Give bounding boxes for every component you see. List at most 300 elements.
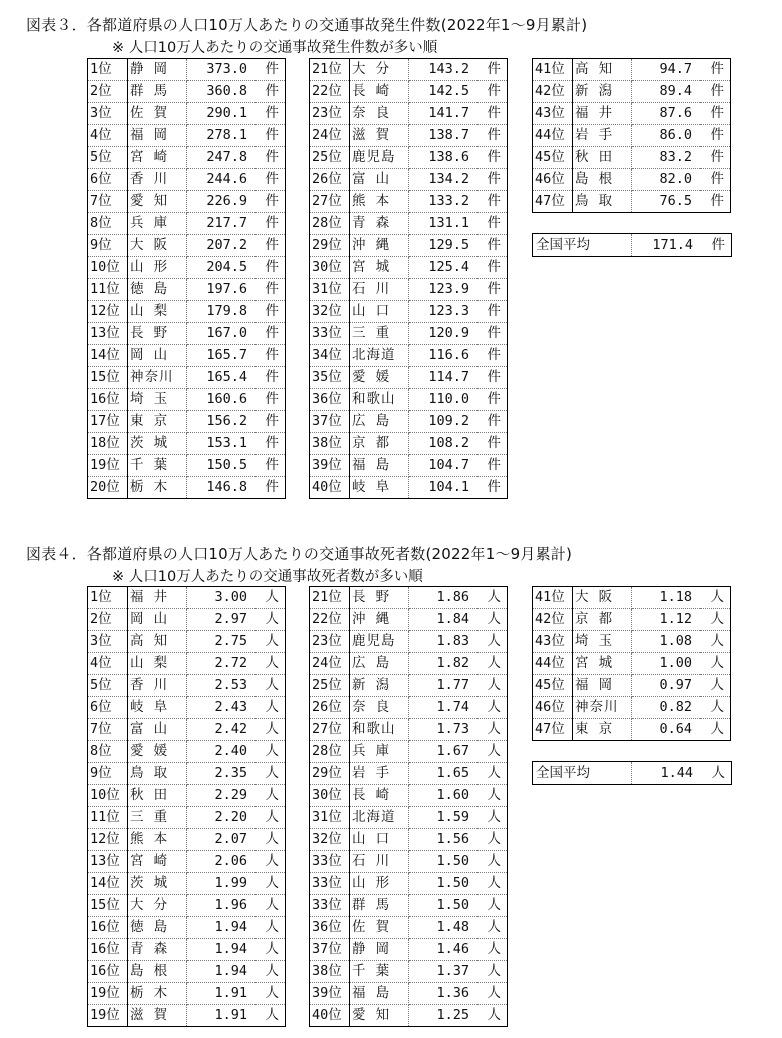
table-row bbox=[533, 125, 731, 147]
unit-cell: 件 bbox=[477, 81, 508, 103]
figure-4-national-average bbox=[532, 761, 732, 785]
table-row bbox=[88, 895, 286, 917]
table-row bbox=[88, 477, 286, 499]
prefecture-cell: 山 形 bbox=[350, 873, 409, 895]
rank-cell: 44位 bbox=[533, 125, 573, 147]
rank-cell: 22位 bbox=[310, 81, 350, 103]
value-cell: 1.50 bbox=[409, 873, 478, 895]
table-row bbox=[88, 323, 286, 345]
value-cell: 165.7 bbox=[187, 345, 256, 367]
unit-cell: 件 bbox=[255, 411, 286, 433]
value-cell: 1.60 bbox=[409, 785, 478, 807]
unit-cell: 人 bbox=[700, 609, 731, 631]
table-row bbox=[310, 433, 508, 455]
value-cell: 1.48 bbox=[409, 917, 478, 939]
unit-cell: 人 bbox=[477, 917, 508, 939]
prefecture-cell: 島 根 bbox=[128, 961, 187, 983]
rank-cell: 47位 bbox=[533, 191, 573, 213]
unit-cell: 人 bbox=[477, 697, 508, 719]
unit-cell: 人 bbox=[255, 653, 286, 675]
unit-cell: 件 bbox=[255, 345, 286, 367]
value-cell: 167.0 bbox=[187, 323, 256, 345]
table-row bbox=[310, 345, 508, 367]
table-row bbox=[310, 895, 508, 917]
value-cell: 1.83 bbox=[409, 631, 478, 653]
prefecture-cell: 秋 田 bbox=[573, 147, 632, 169]
unit-cell: 件 bbox=[477, 125, 508, 147]
unit-cell: 人 bbox=[477, 763, 508, 785]
prefecture-cell: 山 梨 bbox=[128, 301, 187, 323]
table-row bbox=[88, 301, 286, 323]
table-row bbox=[310, 675, 508, 697]
value-cell: 94.7 bbox=[632, 59, 701, 81]
table-row bbox=[310, 411, 508, 433]
value-cell: 83.2 bbox=[632, 147, 701, 169]
table-row bbox=[88, 609, 286, 631]
value-cell: 360.8 bbox=[187, 81, 256, 103]
rank-cell: 4位 bbox=[88, 125, 128, 147]
unit-cell: 人 bbox=[255, 785, 286, 807]
table-row bbox=[88, 587, 286, 609]
table-row bbox=[533, 631, 731, 653]
unit-cell: 人 bbox=[477, 873, 508, 895]
unit-cell: 件 bbox=[255, 301, 286, 323]
unit-cell: 件 bbox=[700, 103, 731, 125]
rank-cell: 33位 bbox=[310, 873, 350, 895]
value-cell: 165.4 bbox=[187, 367, 256, 389]
table-row bbox=[310, 917, 508, 939]
rank-cell: 37位 bbox=[310, 411, 350, 433]
rank-cell: 30位 bbox=[310, 257, 350, 279]
value-cell: 153.1 bbox=[187, 433, 256, 455]
rank-cell: 46位 bbox=[533, 169, 573, 191]
table-row bbox=[88, 169, 286, 191]
unit-cell: 件 bbox=[700, 59, 731, 81]
unit-cell: 人 bbox=[255, 763, 286, 785]
unit-cell: 件 bbox=[255, 81, 286, 103]
rank-cell: 19位 bbox=[88, 983, 128, 1005]
prefecture-cell: 香 川 bbox=[128, 169, 187, 191]
prefecture-cell: 山 口 bbox=[350, 301, 409, 323]
unit-cell: 人 bbox=[477, 807, 508, 829]
prefecture-cell: 東 京 bbox=[128, 411, 187, 433]
table-row bbox=[310, 169, 508, 191]
prefecture-cell: 佐 賀 bbox=[128, 103, 187, 125]
value-cell: 125.4 bbox=[409, 257, 478, 279]
rank-cell: 3位 bbox=[88, 631, 128, 653]
unit-cell: 人 bbox=[477, 939, 508, 961]
table-row bbox=[310, 1005, 508, 1027]
prefecture-cell: 三 重 bbox=[128, 807, 187, 829]
value-cell: 1.67 bbox=[409, 741, 478, 763]
table-row bbox=[310, 213, 508, 235]
value-cell: 1.96 bbox=[187, 895, 256, 917]
prefecture-cell: 沖 縄 bbox=[350, 609, 409, 631]
table-row bbox=[310, 191, 508, 213]
table-row bbox=[88, 103, 286, 125]
rank-cell: 32位 bbox=[310, 301, 350, 323]
table-row bbox=[88, 389, 286, 411]
figure-3-national-average bbox=[532, 233, 732, 257]
table-row bbox=[310, 455, 508, 477]
rank-cell: 18位 bbox=[88, 433, 128, 455]
table-row bbox=[310, 301, 508, 323]
prefecture-cell: 東 京 bbox=[573, 719, 632, 741]
prefecture-cell: 福 井 bbox=[573, 103, 632, 125]
value-cell: 133.2 bbox=[409, 191, 478, 213]
average-label: 全国平均 bbox=[533, 234, 632, 257]
rank-cell: 23位 bbox=[310, 103, 350, 125]
table-row bbox=[88, 81, 286, 103]
table-row bbox=[310, 235, 508, 257]
value-cell: 1.94 bbox=[187, 961, 256, 983]
rank-cell: 40位 bbox=[310, 477, 350, 499]
prefecture-cell: 奈 良 bbox=[350, 103, 409, 125]
table-row bbox=[88, 235, 286, 257]
unit-cell: 件 bbox=[255, 433, 286, 455]
value-cell: 1.73 bbox=[409, 719, 478, 741]
table-row bbox=[88, 873, 286, 895]
unit-cell: 人 bbox=[700, 653, 731, 675]
unit-cell: 件 bbox=[700, 125, 731, 147]
prefecture-cell: 秋 田 bbox=[128, 785, 187, 807]
table-row bbox=[533, 81, 731, 103]
rank-cell: 10位 bbox=[88, 785, 128, 807]
unit-cell: 人 bbox=[477, 653, 508, 675]
prefecture-cell: 千 葉 bbox=[128, 455, 187, 477]
table-row bbox=[533, 587, 731, 609]
unit-cell: 件 bbox=[700, 169, 731, 191]
unit-cell: 件 bbox=[477, 389, 508, 411]
prefecture-cell: 福 井 bbox=[128, 587, 187, 609]
rank-cell: 11位 bbox=[88, 807, 128, 829]
value-cell: 156.2 bbox=[187, 411, 256, 433]
table-row bbox=[88, 851, 286, 873]
unit-cell: 件 bbox=[255, 389, 286, 411]
value-cell: 129.5 bbox=[409, 235, 478, 257]
unit-cell: 件 bbox=[255, 279, 286, 301]
unit-cell: 人 bbox=[477, 587, 508, 609]
prefecture-cell: 兵 庫 bbox=[350, 741, 409, 763]
value-cell: 1.25 bbox=[409, 1005, 478, 1027]
prefecture-cell: 熊 本 bbox=[350, 191, 409, 213]
rank-cell: 14位 bbox=[88, 873, 128, 895]
prefecture-cell: 和歌山 bbox=[350, 389, 409, 411]
unit-cell: 人 bbox=[477, 895, 508, 917]
rank-cell: 35位 bbox=[310, 367, 350, 389]
table-row bbox=[88, 763, 286, 785]
prefecture-cell: 岡 山 bbox=[128, 345, 187, 367]
rank-cell: 8位 bbox=[88, 213, 128, 235]
rank-cell: 32位 bbox=[310, 829, 350, 851]
rank-cell: 39位 bbox=[310, 455, 350, 477]
average-unit: 件 bbox=[701, 234, 732, 257]
prefecture-cell: 長 崎 bbox=[350, 81, 409, 103]
table-row bbox=[88, 433, 286, 455]
unit-cell: 件 bbox=[477, 301, 508, 323]
prefecture-cell: 滋 賀 bbox=[128, 1005, 187, 1027]
rank-cell: 26位 bbox=[310, 697, 350, 719]
unit-cell: 件 bbox=[477, 279, 508, 301]
table-row bbox=[310, 323, 508, 345]
table-row bbox=[310, 103, 508, 125]
rank-cell: 36位 bbox=[310, 917, 350, 939]
value-cell: 1.50 bbox=[409, 895, 478, 917]
rank-cell: 20位 bbox=[88, 477, 128, 499]
table-row bbox=[88, 939, 286, 961]
prefecture-cell: 鹿児島 bbox=[350, 631, 409, 653]
figure-4-note: ※ 人口10万人あたりの交通事故死者数が多い順 bbox=[112, 569, 423, 585]
unit-cell: 人 bbox=[700, 631, 731, 653]
table-row bbox=[310, 477, 508, 499]
value-cell: 123.3 bbox=[409, 301, 478, 323]
prefecture-cell: 新 潟 bbox=[573, 81, 632, 103]
value-cell: 108.2 bbox=[409, 433, 478, 455]
unit-cell: 件 bbox=[477, 147, 508, 169]
prefecture-cell: 鳥 取 bbox=[128, 763, 187, 785]
prefecture-cell: 三 重 bbox=[350, 323, 409, 345]
prefecture-cell: 宮 崎 bbox=[128, 851, 187, 873]
rank-cell: 15位 bbox=[88, 367, 128, 389]
value-cell: 123.9 bbox=[409, 279, 478, 301]
table-row bbox=[310, 609, 508, 631]
rank-cell: 9位 bbox=[88, 763, 128, 785]
value-cell: 1.99 bbox=[187, 873, 256, 895]
prefecture-cell: 岐 阜 bbox=[128, 697, 187, 719]
value-cell: 1.86 bbox=[409, 587, 478, 609]
value-cell: 2.97 bbox=[187, 609, 256, 631]
rank-cell: 39位 bbox=[310, 983, 350, 1005]
rank-cell: 47位 bbox=[533, 719, 573, 741]
unit-cell: 人 bbox=[700, 719, 731, 741]
table-row bbox=[310, 125, 508, 147]
prefecture-cell: 富 山 bbox=[128, 719, 187, 741]
rank-cell: 31位 bbox=[310, 807, 350, 829]
unit-cell: 件 bbox=[477, 59, 508, 81]
value-cell: 141.7 bbox=[409, 103, 478, 125]
average-unit: 人 bbox=[701, 762, 732, 785]
table-row bbox=[88, 719, 286, 741]
prefecture-cell: 鳥 取 bbox=[573, 191, 632, 213]
value-cell: 1.91 bbox=[187, 983, 256, 1005]
rank-cell: 10位 bbox=[88, 257, 128, 279]
value-cell: 2.43 bbox=[187, 697, 256, 719]
prefecture-cell: 愛 知 bbox=[350, 1005, 409, 1027]
rank-cell: 21位 bbox=[310, 59, 350, 81]
prefecture-cell: 大 阪 bbox=[128, 235, 187, 257]
value-cell: 0.64 bbox=[632, 719, 701, 741]
table-row bbox=[533, 697, 731, 719]
rank-cell: 16位 bbox=[88, 939, 128, 961]
value-cell: 1.08 bbox=[632, 631, 701, 653]
table-row bbox=[310, 257, 508, 279]
rank-cell: 41位 bbox=[533, 587, 573, 609]
prefecture-cell: 福 島 bbox=[350, 455, 409, 477]
unit-cell: 人 bbox=[255, 939, 286, 961]
rank-cell: 9位 bbox=[88, 235, 128, 257]
value-cell: 1.94 bbox=[187, 917, 256, 939]
unit-cell: 件 bbox=[477, 345, 508, 367]
rank-cell: 22位 bbox=[310, 609, 350, 631]
value-cell: 104.7 bbox=[409, 455, 478, 477]
table-row bbox=[310, 961, 508, 983]
value-cell: 1.56 bbox=[409, 829, 478, 851]
value-cell: 1.91 bbox=[187, 1005, 256, 1027]
rank-cell: 3位 bbox=[88, 103, 128, 125]
value-cell: 2.72 bbox=[187, 653, 256, 675]
rank-cell: 11位 bbox=[88, 279, 128, 301]
rank-cell: 15位 bbox=[88, 895, 128, 917]
value-cell: 87.6 bbox=[632, 103, 701, 125]
prefecture-cell: 滋 賀 bbox=[350, 125, 409, 147]
prefecture-cell: 和歌山 bbox=[350, 719, 409, 741]
rank-cell: 33位 bbox=[310, 895, 350, 917]
unit-cell: 人 bbox=[255, 917, 286, 939]
prefecture-cell: 高 知 bbox=[573, 59, 632, 81]
unit-cell: 件 bbox=[255, 455, 286, 477]
unit-cell: 人 bbox=[255, 961, 286, 983]
unit-cell: 人 bbox=[255, 873, 286, 895]
unit-cell: 人 bbox=[477, 609, 508, 631]
value-cell: 160.6 bbox=[187, 389, 256, 411]
value-cell: 143.2 bbox=[409, 59, 478, 81]
value-cell: 116.6 bbox=[409, 345, 478, 367]
prefecture-cell: 北海道 bbox=[350, 807, 409, 829]
rank-cell: 28位 bbox=[310, 213, 350, 235]
unit-cell: 件 bbox=[255, 477, 286, 499]
value-cell: 2.42 bbox=[187, 719, 256, 741]
prefecture-cell: 岡 山 bbox=[128, 609, 187, 631]
value-cell: 120.9 bbox=[409, 323, 478, 345]
prefecture-cell: 群 馬 bbox=[128, 81, 187, 103]
prefecture-cell: 大 分 bbox=[128, 895, 187, 917]
value-cell: 207.2 bbox=[187, 235, 256, 257]
table-row bbox=[88, 257, 286, 279]
unit-cell: 件 bbox=[477, 367, 508, 389]
unit-cell: 件 bbox=[255, 147, 286, 169]
table-row bbox=[310, 653, 508, 675]
prefecture-cell: 高 知 bbox=[128, 631, 187, 653]
rank-cell: 42位 bbox=[533, 609, 573, 631]
average-label: 全国平均 bbox=[533, 762, 632, 785]
rank-cell: 13位 bbox=[88, 323, 128, 345]
rank-cell: 13位 bbox=[88, 851, 128, 873]
value-cell: 1.94 bbox=[187, 939, 256, 961]
prefecture-cell: 静 岡 bbox=[128, 59, 187, 81]
figure-4-title: 図表４．各都道府県の人口10万人あたりの交通事故死者数(2022年1～9月累計) bbox=[26, 545, 573, 563]
unit-cell: 人 bbox=[477, 719, 508, 741]
table-row bbox=[88, 983, 286, 1005]
value-cell: 1.65 bbox=[409, 763, 478, 785]
value-cell: 114.7 bbox=[409, 367, 478, 389]
value-cell: 131.1 bbox=[409, 213, 478, 235]
rank-cell: 5位 bbox=[88, 675, 128, 697]
value-cell: 1.37 bbox=[409, 961, 478, 983]
rank-cell: 2位 bbox=[88, 609, 128, 631]
prefecture-cell: 静 岡 bbox=[350, 939, 409, 961]
rank-cell: 33位 bbox=[310, 323, 350, 345]
table-row bbox=[310, 697, 508, 719]
prefecture-cell: 広 島 bbox=[350, 653, 409, 675]
table-row bbox=[533, 147, 731, 169]
value-cell: 1.50 bbox=[409, 851, 478, 873]
unit-cell: 件 bbox=[477, 235, 508, 257]
table-row bbox=[310, 763, 508, 785]
prefecture-cell: 岐 阜 bbox=[350, 477, 409, 499]
prefecture-cell: 新 潟 bbox=[350, 675, 409, 697]
value-cell: 226.9 bbox=[187, 191, 256, 213]
value-cell: 104.1 bbox=[409, 477, 478, 499]
value-cell: 2.53 bbox=[187, 675, 256, 697]
value-cell: 2.29 bbox=[187, 785, 256, 807]
prefecture-cell: 京 都 bbox=[350, 433, 409, 455]
unit-cell: 人 bbox=[700, 675, 731, 697]
value-cell: 2.75 bbox=[187, 631, 256, 653]
table-row bbox=[88, 1005, 286, 1027]
prefecture-cell: 宮 城 bbox=[350, 257, 409, 279]
unit-cell: 件 bbox=[477, 477, 508, 499]
average-value: 171.4 bbox=[632, 234, 702, 257]
table-row bbox=[88, 411, 286, 433]
prefecture-cell: 岩 手 bbox=[573, 125, 632, 147]
prefecture-cell: 愛 知 bbox=[128, 191, 187, 213]
rank-cell: 40位 bbox=[310, 1005, 350, 1027]
rank-cell: 16位 bbox=[88, 917, 128, 939]
rank-cell: 25位 bbox=[310, 675, 350, 697]
prefecture-cell: 愛 媛 bbox=[350, 367, 409, 389]
figure-3-title: 図表３．各都道府県の人口10万人あたりの交通事故発生件数(2022年1～9月累計) bbox=[26, 16, 588, 34]
rank-cell: 31位 bbox=[310, 279, 350, 301]
unit-cell: 件 bbox=[477, 433, 508, 455]
prefecture-cell: 宮 城 bbox=[573, 653, 632, 675]
table-row bbox=[310, 631, 508, 653]
unit-cell: 件 bbox=[255, 191, 286, 213]
prefecture-cell: 山 梨 bbox=[128, 653, 187, 675]
prefecture-cell: 佐 賀 bbox=[350, 917, 409, 939]
rank-cell: 5位 bbox=[88, 147, 128, 169]
value-cell: 2.07 bbox=[187, 829, 256, 851]
unit-cell: 件 bbox=[700, 81, 731, 103]
table-row bbox=[88, 455, 286, 477]
unit-cell: 人 bbox=[255, 609, 286, 631]
value-cell: 109.2 bbox=[409, 411, 478, 433]
prefecture-cell: 北海道 bbox=[350, 345, 409, 367]
unit-cell: 人 bbox=[477, 829, 508, 851]
rank-cell: 7位 bbox=[88, 191, 128, 213]
prefecture-cell: 栃 木 bbox=[128, 477, 187, 499]
unit-cell: 件 bbox=[477, 213, 508, 235]
figure-3-table-ranks-1-20 bbox=[87, 58, 286, 499]
prefecture-cell: 茨 城 bbox=[128, 873, 187, 895]
figure-4-table-ranks-1-20 bbox=[87, 586, 286, 1027]
rank-cell: 4位 bbox=[88, 653, 128, 675]
table-row bbox=[310, 147, 508, 169]
prefecture-cell: 富 山 bbox=[350, 169, 409, 191]
average-value: 1.44 bbox=[632, 762, 702, 785]
unit-cell: 人 bbox=[477, 785, 508, 807]
rank-cell: 37位 bbox=[310, 939, 350, 961]
table-row bbox=[533, 609, 731, 631]
prefecture-cell: 福 島 bbox=[350, 983, 409, 1005]
prefecture-cell: 長 崎 bbox=[350, 785, 409, 807]
prefecture-cell: 岩 手 bbox=[350, 763, 409, 785]
table-row bbox=[310, 939, 508, 961]
table-row bbox=[533, 191, 731, 213]
rank-cell: 12位 bbox=[88, 301, 128, 323]
unit-cell: 人 bbox=[477, 851, 508, 873]
prefecture-cell: 石 川 bbox=[350, 279, 409, 301]
table-row bbox=[310, 279, 508, 301]
